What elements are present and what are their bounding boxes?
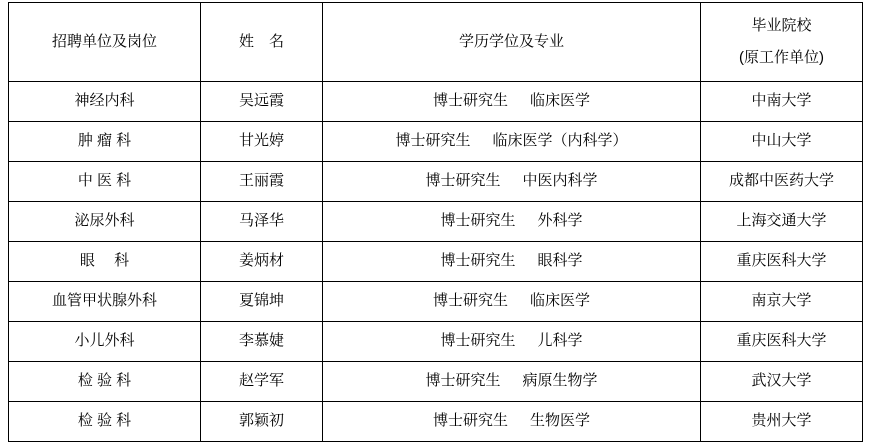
cell-major: 眼科学 bbox=[537, 252, 583, 270]
table-row bbox=[9, 242, 863, 282]
cell-name: 王丽霞 bbox=[201, 162, 323, 202]
cell-unit: 神经内科 bbox=[9, 82, 201, 122]
cell-education bbox=[323, 242, 701, 282]
cell-school: 中山大学 bbox=[701, 122, 863, 162]
cell-name: 吴远霞 bbox=[201, 82, 323, 122]
cell-name: 姜炳材 bbox=[201, 242, 323, 282]
header-cell-name: 姓 名 bbox=[201, 3, 323, 82]
cell-school: 中南大学 bbox=[701, 82, 863, 122]
cell-school: 上海交通大学 bbox=[701, 202, 863, 242]
header-school-line2: (原工作单位) bbox=[739, 49, 824, 66]
cell-unit: 中 医 科 bbox=[9, 162, 201, 202]
cell-school: 南京大学 bbox=[701, 282, 863, 322]
cell-degree: 博士研究生 bbox=[440, 332, 516, 350]
table-row bbox=[9, 322, 863, 362]
cell-degree: 博士研究生 bbox=[432, 92, 508, 110]
cell-school: 武汉大学 bbox=[701, 362, 863, 402]
table-row bbox=[9, 162, 863, 202]
cell-education bbox=[323, 282, 701, 322]
cell-major: 临床医学 bbox=[530, 292, 591, 310]
cell-name: 马泽华 bbox=[201, 202, 323, 242]
table-body bbox=[9, 82, 863, 442]
cell-major: 临床医学（内科学） bbox=[492, 132, 628, 150]
header-cell-school bbox=[701, 3, 863, 82]
cell-education bbox=[323, 362, 701, 402]
recruitment-table bbox=[8, 2, 863, 442]
cell-name: 李慕婕 bbox=[201, 322, 323, 362]
cell-unit: 肿 瘤 科 bbox=[9, 122, 201, 162]
cell-school: 贵州大学 bbox=[701, 402, 863, 442]
cell-major: 儿科学 bbox=[537, 332, 583, 350]
cell-degree: 博士研究生 bbox=[440, 252, 516, 270]
cell-major: 外科学 bbox=[537, 212, 583, 230]
table-row bbox=[9, 202, 863, 242]
cell-school: 重庆医科大学 bbox=[701, 322, 863, 362]
table-row bbox=[9, 82, 863, 122]
cell-education bbox=[323, 322, 701, 362]
table-header-row bbox=[9, 3, 863, 82]
cell-unit: 血管甲状腺外科 bbox=[9, 282, 201, 322]
cell-unit: 检 验 科 bbox=[9, 362, 201, 402]
cell-name: 郭颖初 bbox=[201, 402, 323, 442]
cell-major: 生物医学 bbox=[530, 412, 591, 430]
cell-school: 重庆医科大学 bbox=[701, 242, 863, 282]
cell-degree: 博士研究生 bbox=[432, 292, 508, 310]
cell-unit: 小儿外科 bbox=[9, 322, 201, 362]
cell-degree: 博士研究生 bbox=[425, 172, 501, 190]
cell-degree: 博士研究生 bbox=[432, 412, 508, 430]
cell-unit: 检 验 科 bbox=[9, 402, 201, 442]
cell-name: 夏锦坤 bbox=[201, 282, 323, 322]
cell-major: 病原生物学 bbox=[522, 372, 598, 390]
header-cell-education: 学历学位及专业 bbox=[323, 3, 701, 82]
table-row bbox=[9, 282, 863, 322]
table-header bbox=[9, 3, 863, 82]
cell-education bbox=[323, 122, 701, 162]
cell-name: 甘光婷 bbox=[201, 122, 323, 162]
cell-education bbox=[323, 82, 701, 122]
header-cell-unit: 招聘单位及岗位 bbox=[9, 3, 201, 82]
cell-unit: 泌尿外科 bbox=[9, 202, 201, 242]
cell-school: 成都中医药大学 bbox=[701, 162, 863, 202]
cell-degree: 博士研究生 bbox=[440, 212, 516, 230]
cell-degree: 博士研究生 bbox=[425, 372, 501, 390]
header-school-line1: 毕业院校 bbox=[751, 16, 812, 34]
cell-major: 中医内科学 bbox=[522, 172, 598, 190]
cell-unit: 眼 科 bbox=[9, 242, 201, 282]
cell-name: 赵学军 bbox=[201, 362, 323, 402]
table-row bbox=[9, 362, 863, 402]
cell-education bbox=[323, 162, 701, 202]
cell-education bbox=[323, 202, 701, 242]
cell-degree: 博士研究生 bbox=[395, 132, 471, 150]
table-row bbox=[9, 122, 863, 162]
cell-major: 临床医学 bbox=[530, 92, 591, 110]
